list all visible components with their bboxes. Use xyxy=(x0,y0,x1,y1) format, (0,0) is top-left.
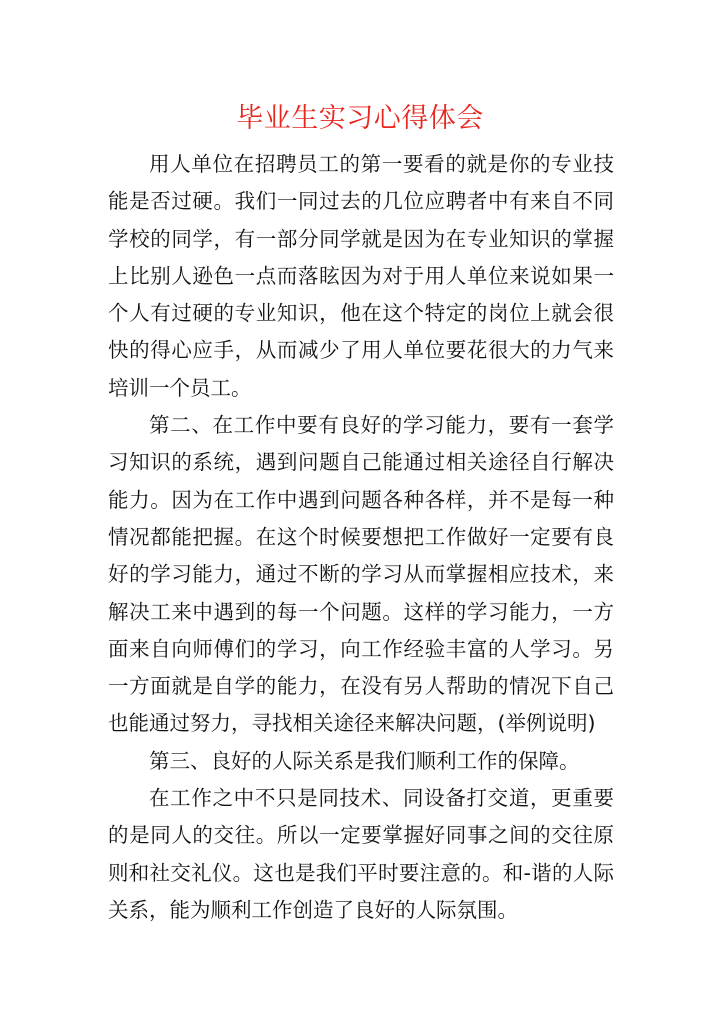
paragraph-interpersonal-heading: 第三、良好的人际关系是我们顺利工作的保障。 xyxy=(149,748,580,773)
document-body xyxy=(108,146,614,929)
paragraph-learning-ability: 第二、在工作中要有良好的学习能力，要有一套学习知识的系统，遇到问题自己能通过相关途径自行解决能力。因为在工作中遇到问题各种各样，并不是每一种情况都能把握。在这个时候要想把工作做好一定要有良好的学习能力，通过不断的学习从而掌握相应技术，来解决工来中遇到的每一个问题。这样的学习能力，一方面来自向师傅们的学习，向工作经验丰富的人学习。另一方面就是自学的能力，在没有另人帮助的情况下自己也能通过努力，寻找相关途径来解决问题，(举例说明) xyxy=(108,413,614,736)
paragraph-professional-skills: 用人单位在招聘员工的第一要看的就是你的专业技能是否过硬。我们一同过去的几位应聘者中有来自不同学校的同学，有一部分同学就是因为在专业知识的掌握上比别人逊色一点而落眩因为对于用人单位来说如果一个人有过硬的专业知识，他在这个特定的岗位上就会很快的得心应手，从而减少了用人单位要花很大的力气来培训一个员工。 xyxy=(108,152,614,400)
paragraph-interpersonal-relations: 在工作之中不只是同技术、同设备打交道，更重要的是同人的交往。所以一定要掌握好同事之间的交往原则和社交礼仪。这也是我们平时要注意的。和-谐的人际关系，能为顺利工作创造了良好的人际氛围。 xyxy=(108,786,614,922)
document-title: 毕业生实习心得体会 xyxy=(236,103,484,134)
